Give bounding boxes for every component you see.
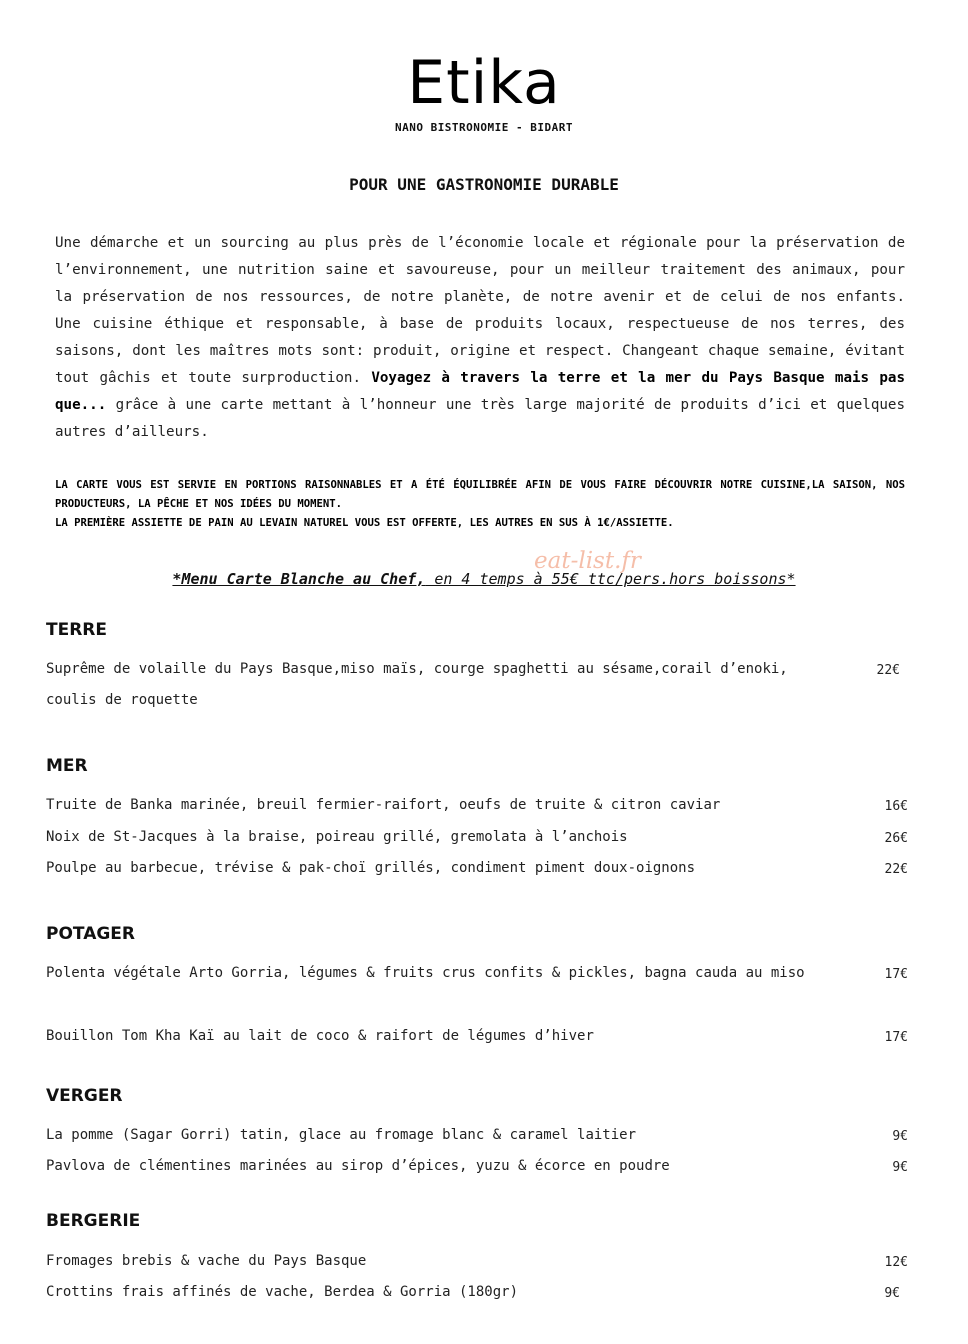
watermark: eat-list.fr [534,548,641,574]
menu-line-bold: *Menu Carte Blanche au Chef, [172,570,426,588]
item-description: Noix de St-Jacques à la braise, poireau grillé, gremolata à l’anchois [46,829,628,845]
item-price: 22€ [876,663,900,678]
item-price: 9€ [892,1160,908,1175]
notice-block [55,476,905,533]
menu-item [46,654,908,716]
item-price: 22€ [884,862,908,877]
item-description: Poulpe au barbecue, trévise & pak-choï grillés, condiment piment doux-oignons [46,860,696,876]
menu-item [46,1246,908,1277]
item-description: Bouillon Tom Kha Kaï au lait de coco & raifort de légumes d’hiver [46,1028,594,1044]
intro-bold-text: Voyagez à travers la terre et la mer du Pays Basque mais pas que... [55,370,906,413]
menu-carte-blanche [0,570,968,588]
menu-item [46,853,908,884]
item-price: 9€ [892,1129,908,1144]
page-heading: POUR UNE GASTRONOMIE DURABLE [349,175,619,194]
menu-item [46,1021,908,1052]
section-title-mer: MER [46,756,88,776]
intro-text-before: Une démarche et un sourcing au plus près de l’économie locale et régionale pour la préservation de l’environnement, une nutrition saine et savoureuse, pour un meilleur traitement des animaux, pour la préservation de nos ressources, de notre planète, de notre avenir et de celui de nos enfants. Une cuisine éthique et responsable, à base de produits locaux, respectueuse de nos terres, des saisons, dont les maîtres mots sont: produit, origine et respect. Changeant chaque semaine, évitant tout gâchis et toute surproduction. [55,235,905,386]
item-price: 16€ [884,799,908,814]
intro-paragraph [55,230,905,446]
menu-item [46,790,908,821]
menu-item [46,1120,908,1151]
menu-item [46,822,908,853]
item-description: Fromages brebis & vache du Pays Basque [46,1253,367,1269]
section-title-bergerie: BERGERIE [46,1211,141,1231]
section-title-terre: TERRE [46,620,108,640]
section-title-verger: VERGER [46,1086,123,1106]
item-description: Truite de Banka marinée, breuil fermier-raifort, oeufs de truite & citron caviar [46,797,721,813]
section-title-potager: POTAGER [46,924,136,944]
menu-item [46,1151,908,1182]
restaurant-subtitle: NANO BISTRONOMIE - BIDART [394,121,574,134]
item-price: 9€ [884,1286,900,1301]
intro-text-after: grâce à une carte mettant à l’honneur une très large majorité de produits d’ici et quelques autres d’ailleurs. [55,397,905,440]
item-price: 26€ [884,831,908,846]
menu-item [46,958,908,989]
restaurant-logo: Etika [407,48,561,118]
item-description: Pavlova de clémentines marinées au sirop d’épices, yuzu & écorce en poudre [46,1158,670,1174]
item-description: Crottins frais affinés de vache, Berdea & Gorria (180gr) [46,1284,519,1300]
item-price: 17€ [884,967,908,982]
item-description: Suprême de volaille du Pays Basque,miso maïs, courge spaghetti au sésame,corail d’enoki, coulis de roquette [46,661,788,708]
item-description: La pomme (Sagar Gorri) tatin, glace au fromage blanc & caramel laitier [46,1127,637,1143]
item-price: 17€ [884,1030,908,1045]
item-description: Polenta végétale Arto Gorria, légumes & fruits crus confits & pickles, bagna cauda au miso [46,965,805,981]
notice-line-portions: LA CARTE VOUS EST SERVIE EN PORTIONS RAISONNABLES ET A ÉTÉ ÉQUILIBRÉE AFIN DE VOUS FAIRE DÉCOUVRIR NOTRE CUISINE,LA SAISON, NOS PRODUCTEURS, LA PÊCHE ET NOS IDÉES DU MOMENT. [55,479,905,510]
menu-line-rest: en 4 temps à 55€ ttc/pers.hors boissons* [425,570,796,588]
menu-item [46,1277,908,1308]
notice-line-bread: LA PREMIÈRE ASSIETTE DE PAIN AU LEVAIN NATUREL VOUS EST OFFERTE, LES AUTRES EN SUS À 1€/ASSIETTE. [55,517,674,529]
item-price: 12€ [884,1255,908,1270]
